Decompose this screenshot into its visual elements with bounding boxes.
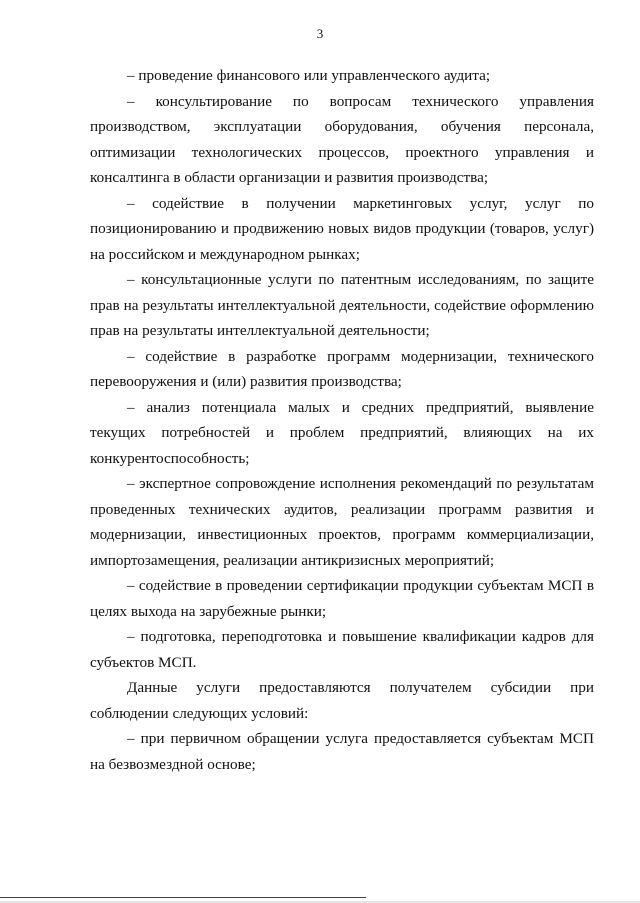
list-item-consulting: – консультирование по вопросам технического управления производством, эксплуатации оборудования, обучения персонала, оптимизации технологических процессов, проектного управления и консалтинга в области организации и развития производства; — [90, 92, 594, 186]
condition-first-request: – при первичном обращении услуга предоставляется субъектам МСП на безвозмездной основе; — [90, 730, 594, 773]
list-item-modernization: – содействие в разработке программ модернизации, технического перевооружения и (или) развития производства; — [90, 347, 594, 390]
list-item-audit: – проведение финансового или управленческого аудита; — [127, 67, 491, 84]
list-item-certification: – содействие в проведении сертификации продукции субъектам МСП в целях выхода на зарубежные рынки; — [90, 577, 594, 620]
conditions-intro: Данные услуги предоставляются получателем субсидии при соблюдении следующих условий: — [90, 679, 594, 722]
page-number: 3 — [316, 26, 324, 41]
list-item-expert-support: – экспертное сопровождение исполнения рекомендаций по результатам проведенных технических аудитов, реализации программ развития и модернизации, инвестиционных проектов, программ коммерциализации, импортозамещения, реализации антикризисных мероприятий; — [90, 475, 594, 569]
document-body — [90, 63, 594, 777]
footer-divider — [0, 897, 366, 898]
list-item-analysis: – анализ потенциала малых и средних предприятий, выявление текущих потребностей и проблем предприятий, влияющих на их конкурентоспособность; — [90, 398, 594, 467]
list-item-training: – подготовка, переподготовка и повышение квалификации кадров для субъектов МСП. — [90, 628, 594, 671]
list-item-patents: – консультационные услуги по патентным исследованиям, по защите прав на результаты интеллектуальной деятельности, содействие оформлению прав на результаты интеллектуальной деятельности; — [90, 271, 594, 339]
list-item-marketing: – содействие в получении маркетинговых услуг, услуг по позиционированию и продвижению новых видов продукции (товаров, услуг) на российском и международном рынках; — [90, 194, 594, 263]
